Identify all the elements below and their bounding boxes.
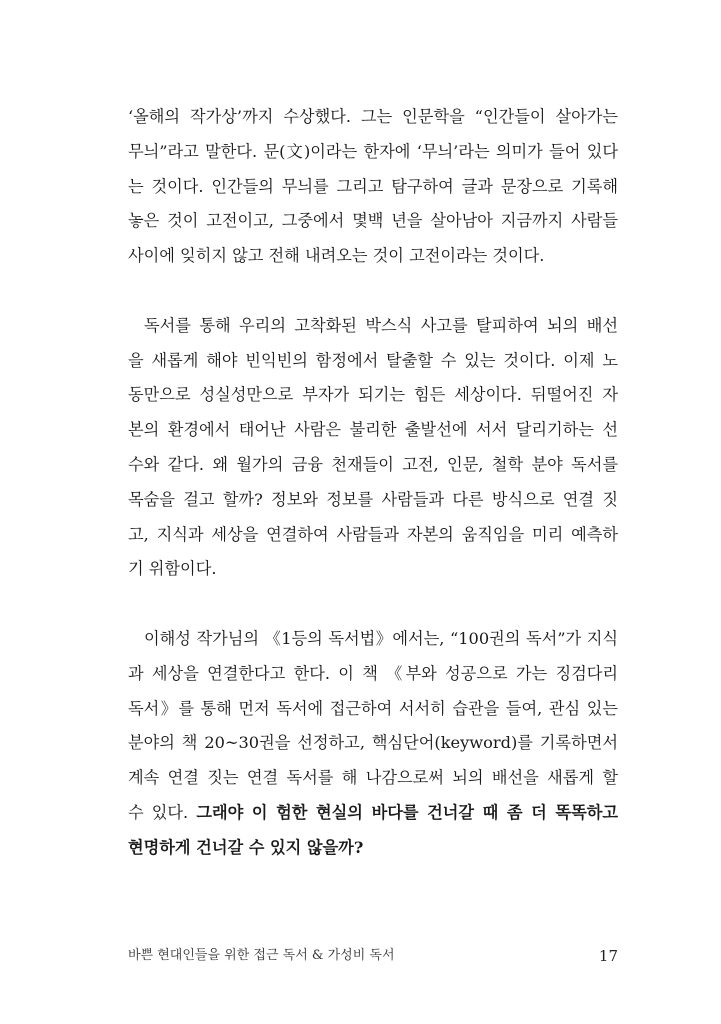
text-line: 동만으로 성실성만으로 부자가 되기는 힘든 세상이다. 뒤떨어진 자 <box>128 385 618 405</box>
text-line: 고, 지식과 세상을 연결하여 사람들과 자본의 움직임을 미리 예측하 <box>128 524 618 544</box>
text-line: 수와 같다. 왜 월가의 금융 천재들이 고전, 인문, 철학 분야 독서를 <box>128 454 618 474</box>
text-line: 놓은 것이 고전이고, 그중에서 몇백 년을 살아남아 지금까지 사람들 <box>128 211 618 231</box>
running-footer-title: 바쁜 현대인들을 위한 접근 독서 & 가성비 독서 <box>128 948 395 963</box>
paragraph-2 <box>128 309 618 587</box>
text-line: 계속 연결 짓는 연결 독서를 해 나감으로써 뇌의 배선을 새롭게 할 <box>128 768 618 788</box>
emphasized-text: 그래야 이 험한 현실의 바다를 건너갈 때 좀 더 똑똑하고 <box>196 802 618 822</box>
body-text <box>128 100 618 866</box>
text-line: ‘올해의 작가상’까지 수상했다. 그는 인문학을 “인간들이 살아가는 <box>128 107 618 126</box>
page-number: 17 <box>598 947 618 965</box>
plain-text: 수 있다. <box>128 802 197 822</box>
page-footer <box>128 944 618 968</box>
text-line: 무늬”라고 말한다. 문(文)이라는 한자에 ‘무늬’라는 의미가 들어 있다 <box>128 141 618 161</box>
emphasized-text-line: 현명하게 건너갈 수 있지 않을까? <box>128 837 364 857</box>
text-line: 독서》를 통해 먼저 독서에 접근하여 서서히 습관을 들여, 관심 있는 <box>128 698 618 718</box>
text-line: 는 것이다. 인간들의 무늬를 그리고 탐구하여 글과 문장으로 기록해 <box>128 176 618 196</box>
text-line: 기 위함이다. <box>128 559 217 579</box>
text-line: 본의 환경에서 태어난 사람은 불리한 출발선에 서서 달리기하는 선 <box>128 420 618 440</box>
text-line: 목숨을 걸고 할까? 정보와 정보를 사람들과 다른 방식으로 연결 짓 <box>128 489 618 509</box>
text-line: 사이에 잊히지 않고 전해 내려오는 것이 고전이라는 것이다. <box>128 246 545 266</box>
text-line: 이해성 작가님의 《1등의 독서법》에서는, “100권의 독서”가 지식 <box>144 628 618 648</box>
paragraph-3 <box>128 622 618 866</box>
text-line-mixed <box>128 796 618 831</box>
text-line: 과 세상을 연결한다고 한다. 이 책 《부와 성공으로 가는 징검다리 <box>128 663 618 683</box>
text-line: 을 새롭게 해야 빈익빈의 함정에서 탈출할 수 있는 것이다. 이제 노 <box>128 350 618 370</box>
text-line: 분야의 책 20~30권을 선정하고, 핵심단어(keyword)를 기록하면서 <box>128 733 618 753</box>
text-line: 독서를 통해 우리의 고착화된 박스식 사고를 탈피하여 뇌의 배선 <box>144 315 618 335</box>
paragraph-1 <box>128 100 618 274</box>
